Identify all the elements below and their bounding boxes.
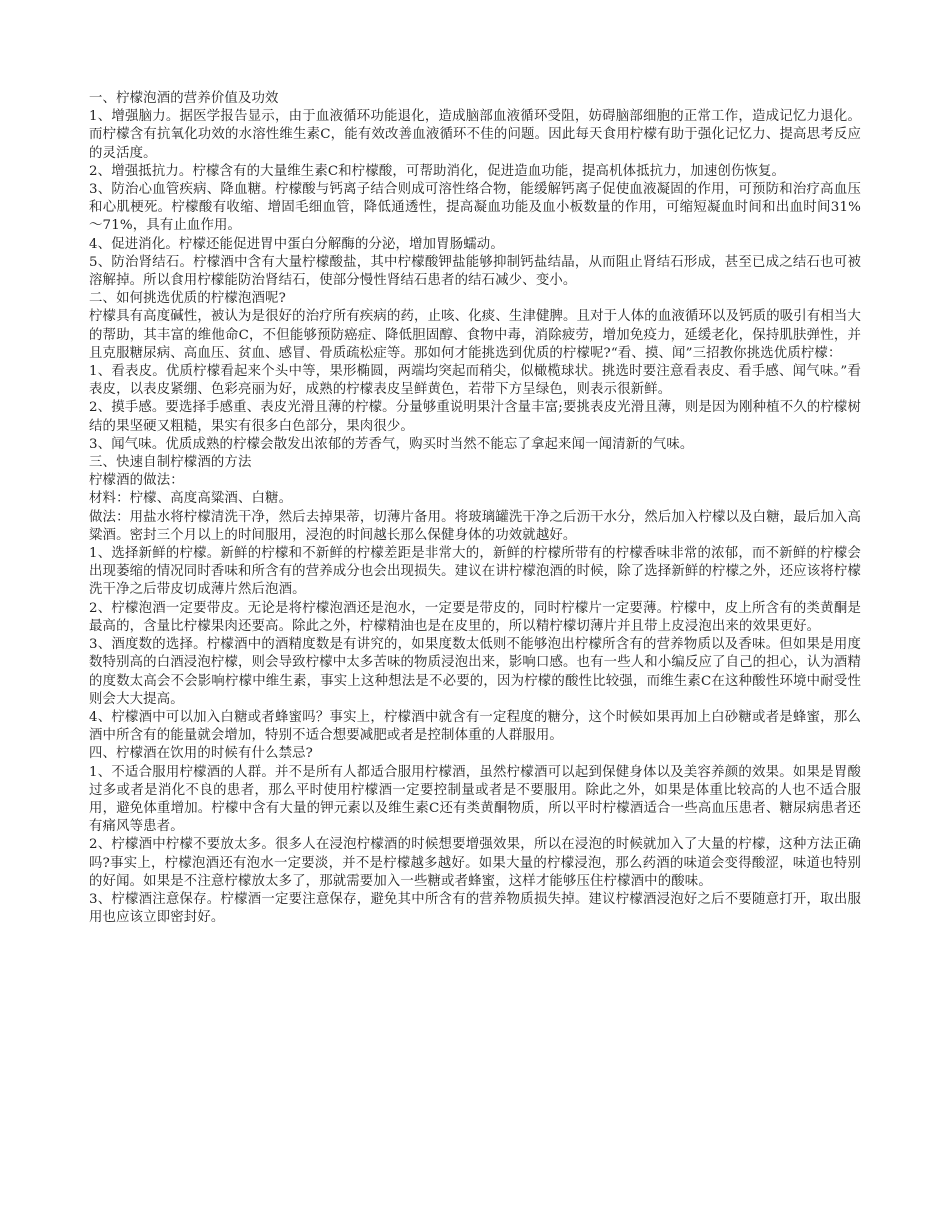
- document-body: [89, 90, 861, 927]
- paragraph-alcohol-strength: 3、酒度数的选择。柠檬酒中的酒精度数是有讲究的，如果度数太低则不能够泡出柠檬所含有的营养物质以及香味。但如果是用度数特别高的白酒浸泡柠檬，则会导致柠檬中太多苦味的物质浸泡出来，影响口感。也有一些人和小编反应了自己的担心，认为酒精的度数太高会不会影响柠檬中维生素，事实上这种想法是不必要的，因为柠檬的酸性比较强，而维生素C在这种酸性环境中耐受性则会大大提高。: [89, 637, 861, 707]
- paragraph-fresh-lemon: 1、选择新鲜的柠檬。新鲜的柠檬和不新鲜的柠檬差距是非常大的，新鲜的柠檬所带有的柠檬香味非常的浓郁，而不新鲜的柠檬会出现萎缩的情况同时香味和所含有的营养成分也会出现损失。建议在讲柠檬泡酒的时候，除了选择新鲜的柠檬之外，还应该将柠檬洗干净之后带皮切成薄片然后泡酒。: [89, 546, 861, 598]
- paragraph-recipe-title: 柠檬酒的做法：: [89, 473, 184, 489]
- paragraph-procedure: 做法：用盐水将柠檬清洗干净，然后去掉果蒂，切薄片备用。将玻璃罐洗干净之后沥干水分，然后加入柠檬以及白糖，最后加入高粱酒。密封三个月以上的时间服用，浸泡的时间越长那么保健身体的功效就越好。: [89, 509, 861, 543]
- paragraph-storage: 3、柠檬酒注意保存。柠檬酒一定要注意保存，避免其中所含有的营养物质损失掉。建议柠檬酒浸泡好之后不要随意打开，取出服用也应该立即密封好。: [89, 891, 861, 926]
- paragraph-kidney-stones: 5、防治肾结石。柠檬酒中含有大量柠檬酸盐，其中柠檬酸钾盐能够抑制钙盐结晶，从而阻止肾结石形成，甚至已成之结石也可被溶解掉。所以食用柠檬能防治肾结石，使部分慢性肾结石患者的结石减少、变小。: [89, 254, 861, 289]
- paragraph-ingredients: 材料：柠檬、高度高粱酒、白糖。: [89, 491, 293, 507]
- section-heading-nutrition: 一、柠檬泡酒的营养价值及功效: [89, 91, 279, 106]
- paragraph-look-skin: 1、看表皮。优质柠檬看起来个头中等，果形椭圆，两端均突起而稍尖，似橄榄球状。挑选时要注意看表皮、看手感、闻气味。”看表皮，以表皮紧绷、色彩亮丽为好，成熟的柠檬表皮呈鲜黄色，若带下方呈绿色，则表示很新鲜。: [89, 364, 861, 398]
- paragraph-unsuitable-people: 1、不适合服用柠檬酒的人群。并不是所有人都适合服用柠檬酒，虽然柠檬酒可以起到保健身体以及美容养颜的效果。如果是胃酸过多或者是消化不良的患者，那么平时使用柠檬酒一定要控制量或者是不要服用。除此之外，如果是体重比较高的人也不适合服用，避免体重增加。柠檬中含有大量的钾元素以及维生素C还有类黄酮物质，所以平时柠檬酒适合一些高血压患者、糖尿病患者还有痛风等患者。: [89, 764, 861, 835]
- section-heading-taboos: 四、柠檬酒在饮用的时候有什么禁忌?: [89, 746, 313, 762]
- paragraph-cardiovascular: 3、防治心血管疾病、降血糖。柠檬酸与钙离子结合则成可溶性络合物，能缓解钙离子促使血液凝固的作用，可预防和治疗高血压和心肌梗死。柠檬酸有收缩、增固毛细血管，降低通透性，提高凝血功能及血小板数量的作用，可缩短凝血时间和出血时间31%～71%，具有止血作用。: [89, 182, 861, 234]
- paragraph-immunity: 2、增强抵抗力。柠檬含有的大量维生素C和柠檬酸，可帮助消化，促进造血功能，提高机体抵抗力，加速创伤恢复。: [89, 163, 786, 179]
- paragraph-sugar-honey: 4、柠檬酒中可以加入白糖或者蜂蜜吗？事实上，柠檬酒中就含有一定程度的糖分，这个时候如果再加上白砂糖或者是蜂蜜，那么酒中所含有的能量就会增加，特别不适合想要减肥或者是控制体重的人群服用。: [89, 709, 861, 744]
- paragraph-with-peel: 2、柠檬泡酒一定要带皮。无论是将柠檬泡酒还是泡水，一定要是带皮的，同时柠檬片一定要薄。柠檬中，皮上所含有的类黄酮是最高的，含量比柠檬果肉还要高。除此之外，柠檬精油也是在皮里的，所以精柠檬切薄片并且带上皮浸泡出来的效果更好。: [89, 600, 861, 634]
- paragraph-not-too-many: 2、柠檬酒中柠檬不要放太多。很多人在浸泡柠檬酒的时候想要增强效果，所以在浸泡的时候就加入了大量的柠檬，这种方法正确吗?事实上，柠檬泡酒还有泡水一定要淡，并不是柠檬越多越好。如果大量的柠檬浸泡，那么药酒的味道会变得酸涩，味道也特别的好闻。如果是不注意柠檬放太多了，那就需要加入一些糖或者蜂蜜，这样才能够压住柠檬酒中的酸味。: [89, 837, 861, 889]
- section-heading-method: 三、快速自制柠檬酒的方法: [89, 455, 252, 471]
- paragraph-digestion: 4、促进消化。柠檬还能促进胃中蛋白分解酶的分泌，增加胃肠蠕动。: [89, 236, 504, 252]
- paragraph-touch-feel: 2、摸手感。要选择手感重、表皮光滑且薄的柠檬。分量够重说明果汁含量丰富;要挑表皮光滑且薄，则是因为刚种植不久的柠檬树结的果坚硬又粗糙，果实有很多白色部分，果肉很少。: [89, 400, 861, 434]
- paragraph-selection-intro: 柠檬具有高度碱性，被认为是很好的治疗所有疾病的药，止咳、化痰、生津健脾。且对于人体的血液循环以及钙质的吸引有相当大的帮助，其丰富的维他命C，不但能够预防癌症、降低胆固醇、食物中毒，消除疲劳，增加免疫力，延缓老化，保持肌肤弹性，并且克服糖尿病、高血压、贫血、感冒、骨质疏松症等。那如何才能挑选到优质的柠檬呢?“看、摸、闻”三招教你挑选优质柠檬：: [89, 309, 861, 361]
- paragraph-smell: 3、闻气味。优质成熟的柠檬会散发出浓郁的芳香气，购买时当然不能忘了拿起来闻一闻清新的气味。: [89, 436, 694, 452]
- paragraph-brain-power: 1、增强脑力。据医学报告显示，由于血液循环功能退化，造成脑部血液循环受阻，妨碍脑部细胞的正常工作，造成记忆力退化。而柠檬含有抗氧化功效的水溶性维生素C，能有效改善血液循环不佳的问题。因此每天食用柠檬有助于强化记忆力、提高思考反应的灵活度。: [89, 109, 861, 161]
- section-heading-selection: 二、如何挑选优质的柠檬泡酒呢?: [89, 291, 286, 307]
